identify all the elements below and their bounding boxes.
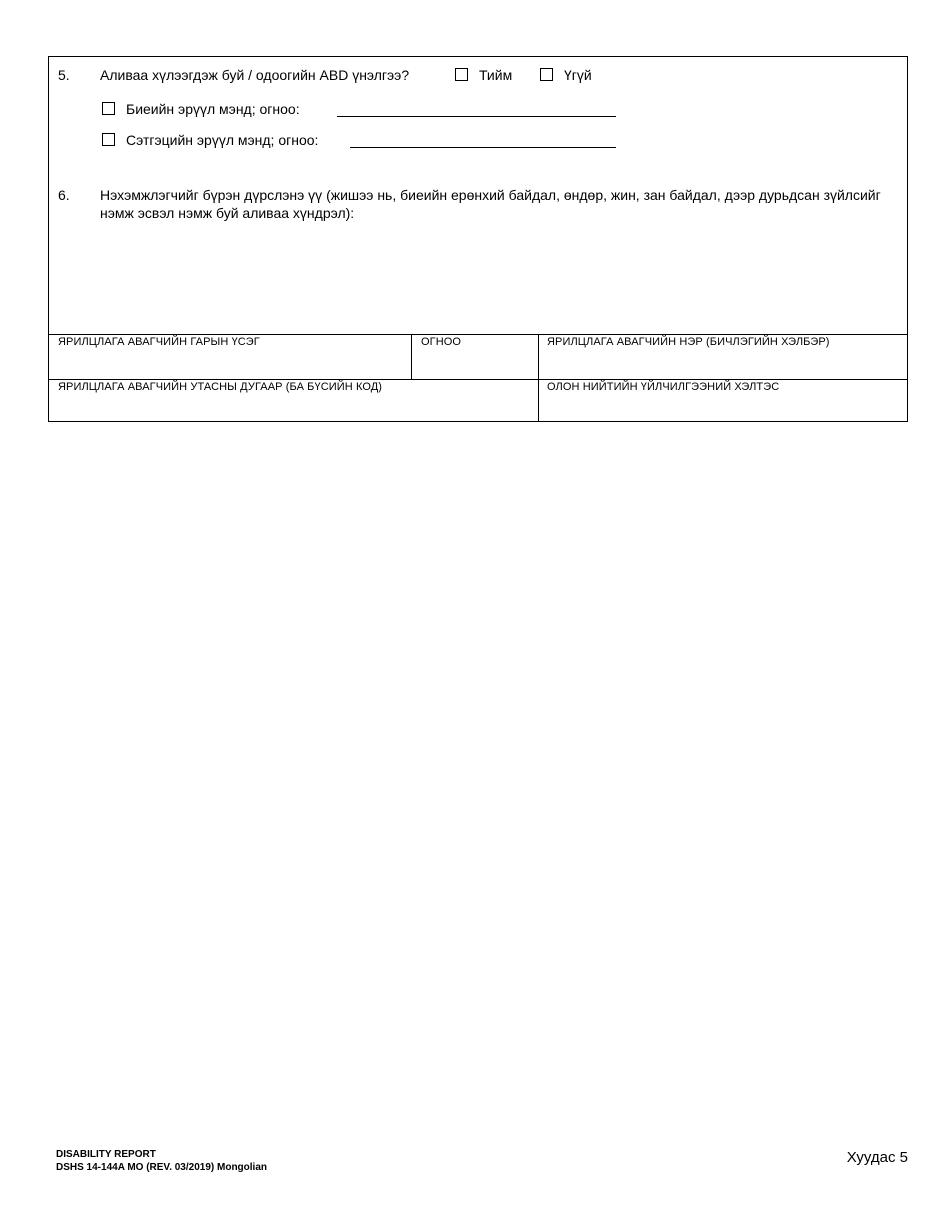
mental-health-checkbox[interactable]	[102, 133, 115, 146]
yes-label: Тийм	[479, 67, 513, 83]
mental-health-label: Сэтгэцийн эрүүл мэнд; огноо:	[126, 132, 319, 148]
table-top-border	[49, 334, 907, 335]
yes-checkbox[interactable]	[455, 68, 468, 81]
interviewer-name-label: ЯРИЛЦЛАГА АВАГЧИЙН НЭР (БИЧЛЭГИЙН ХЭЛБЭР)	[547, 336, 830, 348]
office-input[interactable]	[546, 398, 901, 418]
interviewer-phone-input[interactable]	[57, 398, 532, 418]
question-6-text: Нэхэмжлэгчийг бүрэн дүрслэнэ үү (жишээ нь, биеийн ерөнхий байдал, өндөр, жин, зан байдал, дээр дурьдсан зүйлсийг нэмж эсвэл нэмж буй аливаа хүндрэл):	[100, 187, 881, 221]
date-label: ОГНОО	[421, 336, 462, 348]
interviewer-signature-label: ЯРИЛЦЛАГА АВАГЧИЙН ГАРЫН ҮСЭГ	[58, 336, 260, 348]
question-6-number: 6.	[58, 187, 70, 203]
question-5-number: 5.	[58, 67, 70, 83]
physical-health-checkbox[interactable]	[102, 102, 115, 115]
physical-health-date-input[interactable]	[337, 97, 616, 115]
form-footer	[56, 1148, 267, 1174]
form-code: DSHS 14-144A MO (REV. 03/2019) Mongolian	[56, 1162, 267, 1173]
office-label: ОЛОН НИЙТИЙН ҮЙЛЧИЛГЭЭНИЙ ХЭЛТЭС	[547, 381, 780, 393]
page-number: Хуудас 5	[846, 1149, 908, 1166]
interviewer-signature-input[interactable]	[57, 353, 405, 373]
date-input[interactable]	[419, 353, 531, 373]
form-section	[48, 56, 908, 422]
no-label: Үгүй	[564, 67, 592, 83]
physical-health-date-line	[337, 116, 616, 117]
date-name-divider	[538, 334, 539, 422]
form-title: DISABILITY REPORT	[56, 1149, 156, 1160]
mental-health-date-input[interactable]	[350, 128, 616, 146]
signature-date-divider	[411, 334, 412, 379]
claimant-description-input[interactable]	[99, 223, 903, 331]
mental-health-date-line	[350, 147, 616, 148]
physical-health-label: Биеийн эрүүл мэнд; огноо:	[126, 101, 300, 117]
question-5-text: Аливаа хүлээгдэж буй / одоогийн ABD үнэлгээ?	[100, 67, 410, 83]
no-checkbox[interactable]	[540, 68, 553, 81]
table-row-divider	[49, 379, 907, 380]
interviewer-name-input[interactable]	[546, 353, 901, 373]
interviewer-phone-label: ЯРИЛЦЛАГА АВАГЧИЙН УТАСНЫ ДУГААР (БА БҮСИЙН КОД)	[58, 381, 383, 393]
